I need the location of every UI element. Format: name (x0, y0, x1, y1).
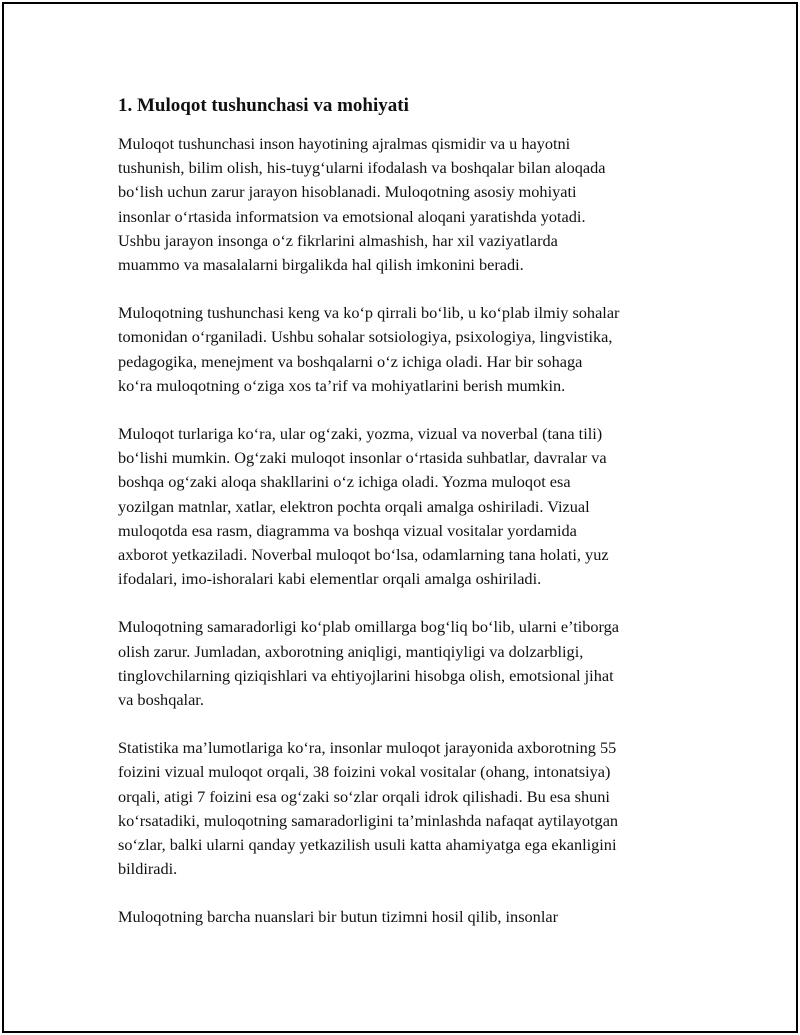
document-body (118, 94, 688, 954)
paragraph-2: Muloqotning tushunchasi keng va ko‘p qirrali bo‘lib, u ko‘plab ilmiy sohalar tomonidan o‘rganiladi. Ushbu sohalar sotsiologiya, psixologiya, lingvistika, pedagogika, menejment va boshqalarni o‘z ichiga oladi. Har bir sohaga ko‘ra muloqotning o‘ziga xos ta’rif va mohiyatlarini berish mumkin. (118, 303, 620, 395)
paragraph-1: Muloqot tushunchasi inson hayotining ajralmas qismidir va u hayotni tushunish, bilim olish, his-tuyg‘ularni ifodalash va boshqalar bilan aloqada bo‘lish uchun zarur jarayon hisoblanadi. Muloqotning asosiy mohiyati insonlar o‘rtasida informatsion va emotsional aloqani yaratishda yotadi. Ushbu jarayon insonga o‘z fikrlarini almashish, har xil vaziyatlarda muammo va masalalarni birgalikda hal qilish imkonini beradi. (118, 134, 606, 275)
paragraph-3: Muloqot turlariga ko‘ra, ular og‘zaki, yozma, vizual va noverbal (tana tili) bo‘lishi mumkin. Og‘zaki muloqot insonlar o‘rtasida suhbatlar, davralar va boshqa og‘zaki aloqa shakllarini o‘z ichiga oladi. Yozma muloqot esa yozilgan matnlar, xatlar, elektron pochta orqali amalga oshiriladi. Vizual muloqotda esa rasm, diagramma va boshqa vizual vositalar yordamida axborot yetkaziladi. Noverbal muloqot bo‘lsa, odamlarning tana holati, yuz ifodalari, imo-ishoralari kabi elementlar orqali amalga oshiriladi. (118, 424, 609, 589)
paragraph-6: Muloqotning barcha nuanslari bir butun tizimni hosil qilib, insonlar (118, 907, 558, 927)
paragraph-5: Statistika ma’lumotlariga ko‘ra, insonlar muloqot jarayonida axborotning 55 foizini vizual muloqot orqali, 38 foizini vokal vositalar (ohang, intonatsiya) orqali, atigi 7 foizini esa og‘zaki so‘zlar orqali idrok qilishadi. Bu esa shuni ko‘rsatadiki, muloqotning samaradorligini ta’minlashda nafaqat aytilayotgan so‘zlar, balki ularni qanday yetkazilish usuli katta ahamiyatga ega ekanligini bildiradi. (118, 738, 619, 879)
section-heading: 1. Muloqot tushunchasi va mohiyati (118, 95, 409, 116)
paragraph-4: Muloqotning samaradorligi ko‘plab omillarga bog‘liq bo‘lib, ularni e’tiborga olish zarur. Jumladan, axborotning aniqligi, mantiqiyligi va dolzarbligi, tinglovchilarning qiziqishlari va ehtiyojlarini hisobga olish, emotsional jihat va boshqalar. (118, 617, 620, 710)
